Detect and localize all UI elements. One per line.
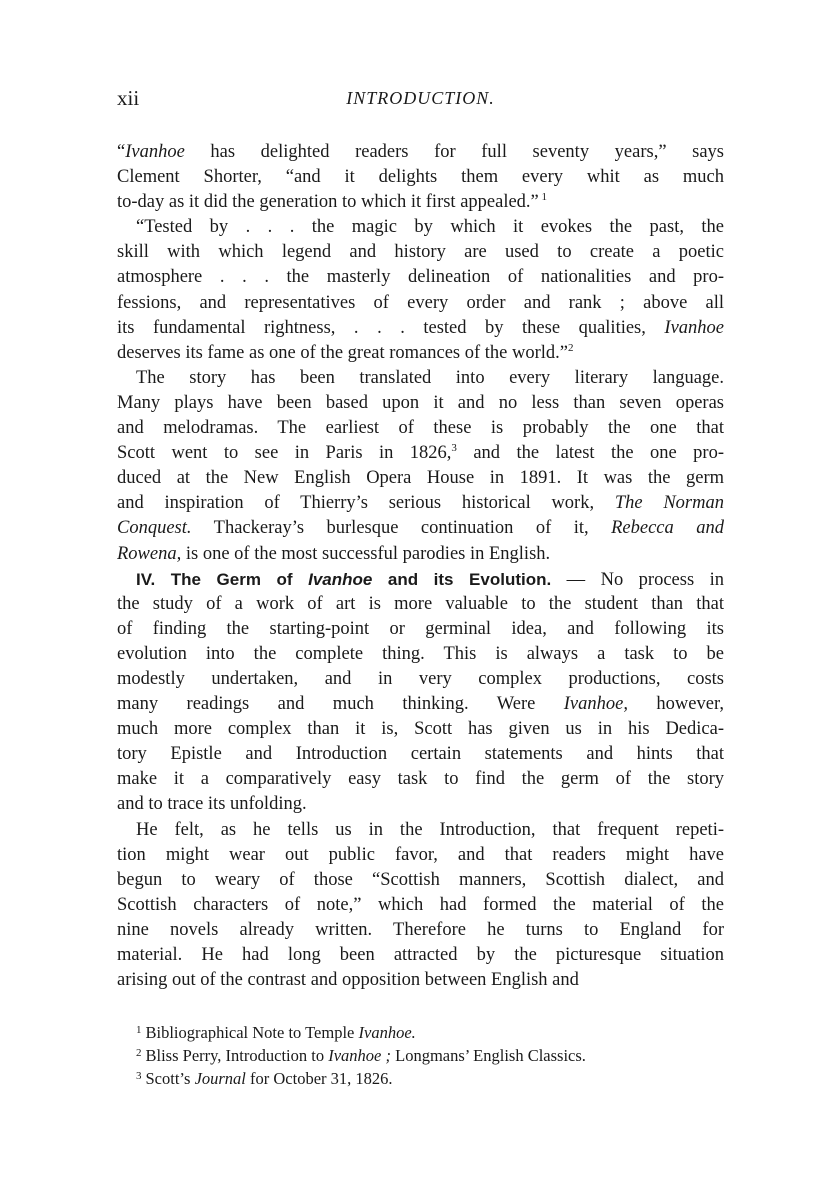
text-run: for October 31, 1826.	[245, 1069, 393, 1088]
footnote-reference: 2	[568, 341, 574, 354]
text-run: IV. The Germ of	[136, 569, 309, 589]
text-run: fessions, and representatives of every order and rank ; above all	[117, 292, 724, 313]
text-line	[117, 265, 724, 290]
text-run: The Norman	[614, 493, 724, 514]
text-line	[117, 341, 724, 366]
text-run: is one of the most successful parodies in English.	[181, 543, 551, 564]
text-line	[117, 918, 724, 943]
text-run: duced at the New English Opera House in 1891. It was the germ	[117, 468, 724, 489]
text-line	[117, 516, 724, 541]
text-run: Longmans’ English Classics.	[390, 1046, 586, 1065]
body-text	[117, 140, 724, 993]
text-run: and inspiration of Thierry’s serious historical work,	[117, 493, 615, 514]
text-line	[117, 818, 724, 843]
text-line	[117, 742, 724, 767]
footnote	[136, 1067, 736, 1090]
text-line	[117, 366, 724, 391]
text-line	[117, 617, 724, 642]
text-run: of finding the starting-point or germinal idea, and following its	[117, 618, 724, 639]
text-line	[117, 792, 724, 817]
text-run: modestly undertaken, and in very complex productions, costs	[117, 668, 724, 689]
text-line	[117, 416, 724, 441]
text-run: He felt, as he tells us in the Introduction, that frequent repeti-	[136, 819, 724, 840]
text-run: Ivanhoe	[308, 569, 373, 589]
text-run: arising out of the contrast and opposition between English and	[117, 970, 579, 991]
text-line	[117, 190, 724, 215]
text-run: “	[117, 142, 126, 162]
text-run: — No process in	[551, 569, 724, 590]
text-line	[117, 441, 724, 466]
text-run: the study of a work of art is more valuable to the student than that	[117, 593, 724, 614]
text-line	[117, 592, 724, 617]
text-run: Ivanhoe ;	[328, 1046, 391, 1065]
text-run: Scott’s	[145, 1069, 195, 1088]
text-run: nine novels already written. Therefore he turns to England for	[117, 919, 724, 940]
footnote	[136, 1021, 736, 1044]
text-run: atmosphere . . . the masterly delineation of nationalities and pro-	[117, 267, 724, 288]
text-run: Clement Shorter, “and it delights them every whit as much	[117, 167, 724, 188]
footnote-reference: 1	[538, 191, 548, 204]
text-run: Many plays have been based upon it and no less than seven operas	[117, 392, 724, 413]
text-run: Ivanhoe.	[358, 1023, 416, 1042]
footnote-number: 1	[136, 1024, 142, 1036]
text-run: make it a comparatively easy task to find the germ of the story	[117, 769, 724, 790]
text-line	[117, 567, 724, 592]
text-run: skill with which legend and history are used to create a poetic	[117, 242, 724, 263]
text-run: Rowena,	[117, 543, 182, 564]
text-run: Journal	[194, 1069, 246, 1088]
text-run: Thackeray’s burlesque continuation of it,	[191, 518, 612, 539]
text-run: tory Epistle and Introduction certain statements and hints that	[117, 744, 724, 765]
text-line	[117, 893, 724, 918]
text-run: Ivanhoe,	[563, 694, 628, 715]
text-run: and to trace its unfolding.	[117, 794, 307, 815]
text-run: and melodramas. The earliest of these is probably the one that	[117, 418, 724, 439]
text-run: has delighted readers for full seventy years,” says	[184, 142, 724, 162]
text-line	[117, 215, 724, 240]
page-header	[117, 86, 724, 116]
footnote	[136, 1044, 736, 1067]
text-run: and the latest the one pro-	[456, 443, 724, 464]
text-run: to-day as it did the generation to which it first appealed.”	[117, 192, 539, 213]
footnotes	[136, 1021, 736, 1090]
text-run: deserves its fame as one of the great romances of the world.”	[117, 342, 569, 363]
text-line	[117, 692, 724, 717]
text-run: and its Evolution.	[372, 569, 552, 589]
text-run: Ivanhoe	[125, 142, 185, 162]
text-run: Scott went to see in Paris in 1826,	[117, 443, 452, 464]
text-run: “Tested by . . . the magic by which it evokes the past, the	[136, 217, 724, 238]
text-run: begun to weary of those “Scottish manners, Scottish dialect, and	[117, 869, 724, 890]
text-line	[117, 391, 724, 416]
text-run: Bibliographical Note to Temple	[145, 1023, 359, 1042]
text-run: evolution into the complete thing. This is always a task to be	[117, 643, 724, 664]
text-run: however,	[627, 694, 724, 715]
text-line	[117, 542, 724, 567]
text-line	[117, 491, 724, 516]
text-line	[117, 316, 724, 341]
footnote-reference: 3	[451, 442, 457, 455]
text-run: Conquest.	[117, 518, 192, 539]
text-run: The story has been translated into every literary language.	[136, 367, 724, 388]
text-run: material. He had long been attracted by the picturesque situation	[117, 945, 724, 965]
text-line	[117, 968, 724, 993]
text-run: tion might wear out public favor, and that readers might have	[117, 844, 724, 865]
text-run: Bliss Perry, Introduction to	[145, 1046, 329, 1065]
running-head: INTRODUCTION.	[346, 88, 495, 108]
text-line	[117, 165, 724, 190]
text-line	[117, 466, 724, 491]
page-number: xii	[117, 86, 140, 110]
text-run: much more complex than it is, Scott has given us in his Dedica-	[117, 719, 724, 740]
text-line	[117, 240, 724, 265]
text-line	[117, 868, 724, 893]
text-line	[117, 291, 724, 316]
text-line	[117, 767, 724, 792]
text-run: Scottish characters of note,” which had formed the material of the	[117, 894, 724, 915]
text-line	[117, 140, 724, 165]
text-run: many readings and much thinking. Were	[117, 694, 564, 715]
text-line	[117, 843, 724, 868]
footnote-number: 3	[136, 1070, 142, 1082]
text-line	[117, 717, 724, 742]
text-line	[117, 667, 724, 692]
text-line	[117, 642, 724, 667]
text-run: Rebecca and	[611, 518, 724, 539]
text-run: Ivanhoe	[664, 317, 724, 338]
footnote-number: 2	[136, 1047, 142, 1059]
text-run: its fundamental rightness, . . . tested by these qualities,	[117, 317, 665, 338]
text-line	[117, 943, 724, 968]
